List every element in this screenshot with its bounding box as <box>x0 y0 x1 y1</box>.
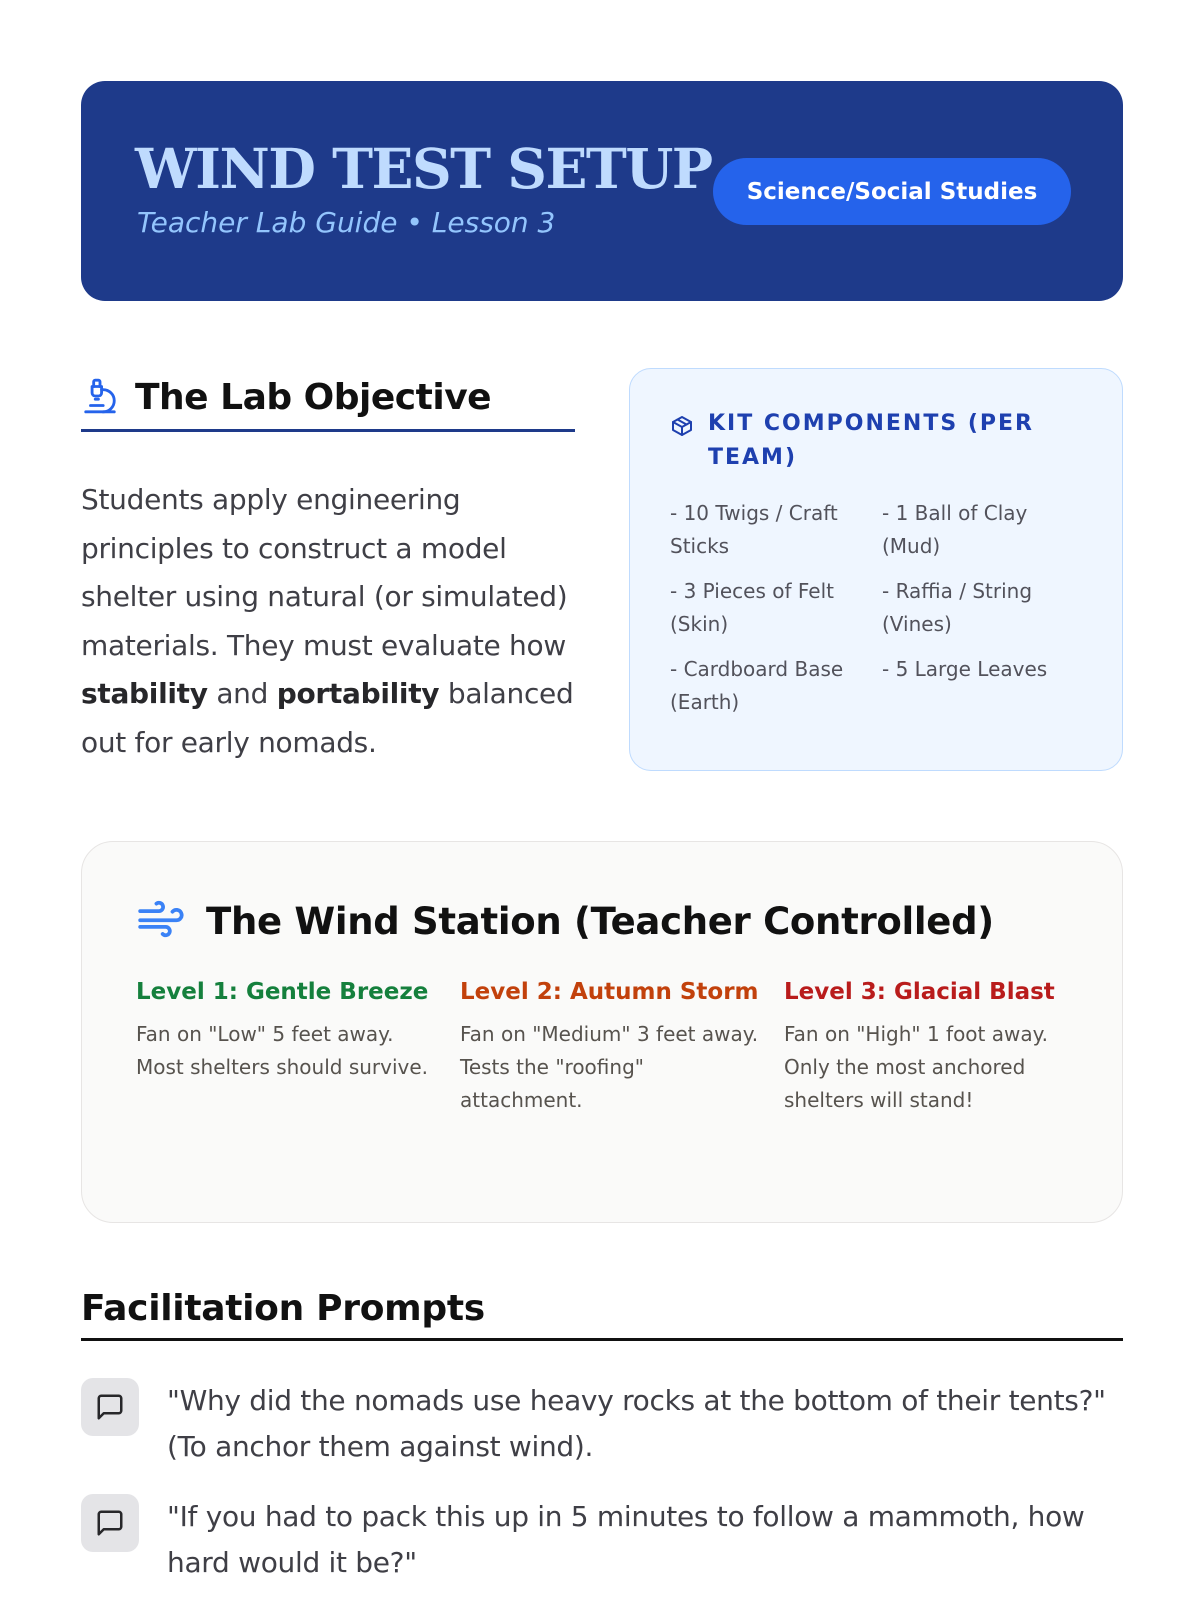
subject-badge[interactable]: Science/Social Studies <box>713 158 1071 225</box>
kit-item: - 3 Pieces of Felt (Skin) <box>670 579 834 636</box>
level-description: Fan on "Medium" 3 feet away. Tests the "roofing" attachment. <box>460 1022 759 1112</box>
objective-heading: The Lab Objective <box>135 377 492 418</box>
objective-keyword-portability: portability <box>276 677 440 711</box>
objective-keyword-stability: stability <box>81 677 208 711</box>
header-banner <box>81 81 1123 301</box>
wind-station-card <box>81 841 1123 1223</box>
message-square-icon <box>81 1378 139 1436</box>
kit-list <box>670 497 1086 719</box>
wind-levels <box>136 972 1068 1117</box>
level-description: Fan on "High" 1 foot away. Only the most anchored shelters will stand! <box>784 1022 1048 1112</box>
prompt-item <box>81 1378 1123 1470</box>
wind-level-3 <box>784 972 1084 1117</box>
kit-item: - 10 Twigs / Craft Sticks <box>670 501 838 558</box>
level-description: Fan on "Low" 5 feet away. Most shelters should survive. <box>136 1022 429 1079</box>
kit-item: - 5 Large Leaves <box>882 657 1048 681</box>
level-title: Level 2: Autumn Storm <box>460 979 759 1005</box>
objective-text-part: Students apply engineering principles to construct a model shelter using natural (or simulated) materials. They must evaluate how <box>81 483 568 662</box>
kit-header <box>670 407 1086 475</box>
level-title: Level 1: Gentle Breeze <box>136 979 429 1005</box>
objective-section <box>81 366 575 768</box>
prompts-heading: Facilitation Prompts <box>81 1279 1123 1341</box>
level-title: Level 3: Glacial Blast <box>784 979 1055 1005</box>
objective-text <box>81 476 575 768</box>
page-title: WIND TEST SETUP <box>135 136 712 201</box>
objective-text-part: balanced out for early nomads. <box>81 677 574 759</box>
kit-item: - Raffia / String (Vines) <box>882 579 1033 636</box>
wind-station-heading: The Wind Station (Teacher Controlled) <box>206 899 994 943</box>
prompt-text: "If you had to pack this up in 5 minutes to follow a mammoth, how hard would it be?" <box>167 1500 1085 1579</box>
lab-guide-page <box>81 81 1123 1579</box>
wind-level-1 <box>136 972 460 1117</box>
prompt-item <box>81 1494 1123 1586</box>
wind-station-header <box>136 896 1068 946</box>
kit-heading: KIT COMPONENTS (PER TEAM) <box>708 411 1034 470</box>
kit-item: - 1 Ball of Clay (Mud) <box>882 501 1028 558</box>
kit-components-card <box>629 368 1123 771</box>
facilitation-prompts-section <box>81 1279 1123 1586</box>
page-subtitle: Teacher Lab Guide • Lesson 3 <box>137 206 556 239</box>
prompt-text: "Why did the nomads use heavy rocks at the bottom of their tents?" (To anchor them against wind). <box>167 1384 1106 1463</box>
wind-icon <box>136 898 186 944</box>
microscope-icon <box>81 377 119 419</box>
objective-header <box>81 366 575 432</box>
message-square-icon <box>81 1494 139 1552</box>
package-icon <box>670 414 694 442</box>
objective-text-part: and <box>207 677 277 711</box>
kit-item: - Cardboard Base (Earth) <box>670 657 844 714</box>
wind-level-2 <box>460 972 784 1117</box>
